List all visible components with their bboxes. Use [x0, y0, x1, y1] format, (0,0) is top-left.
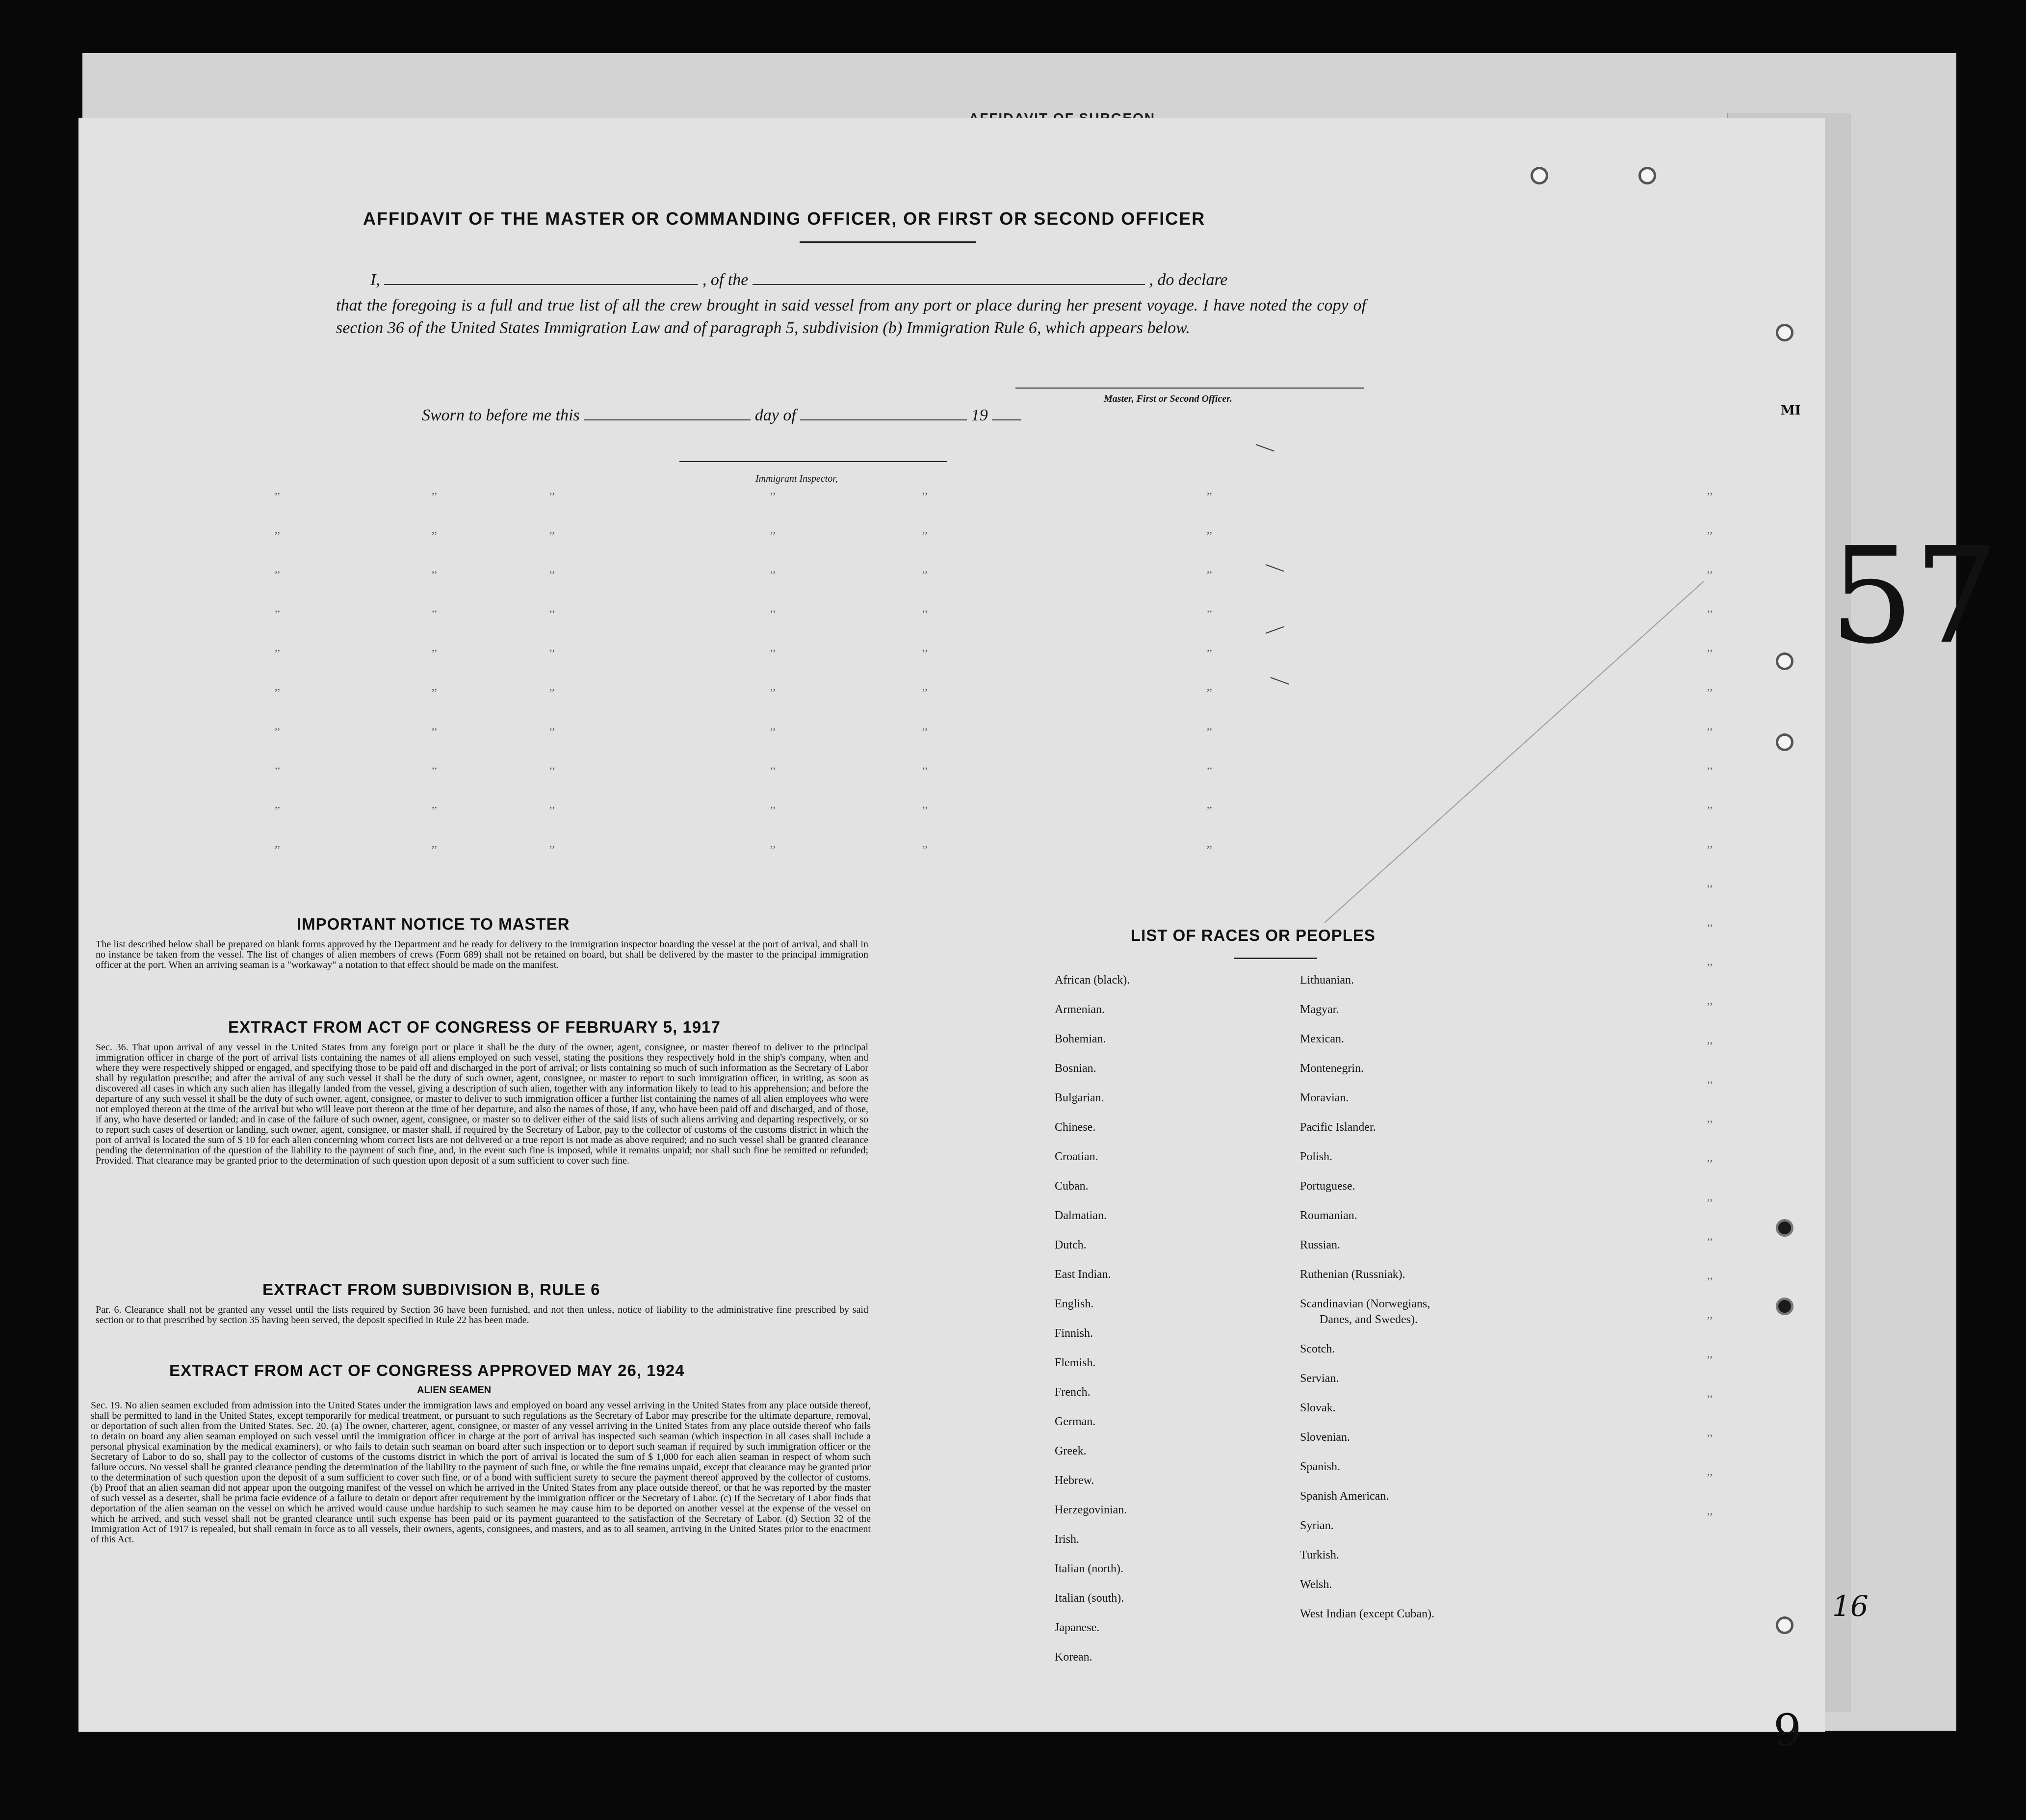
extract-1917-title: EXTRACT FROM ACT OF CONGRESS OF FEBRUARY 5, 1917	[228, 1018, 721, 1036]
i-label: I,	[370, 271, 380, 289]
sworn-year: 19	[971, 406, 988, 424]
race-item: Italian (south).	[1055, 1592, 1124, 1605]
ditto-column: ,, ,, ,, ,, ,, ,, ,, ,, ,, ,,	[770, 484, 776, 850]
sworn-month-blank	[800, 411, 967, 420]
vessel-blank	[753, 275, 1145, 285]
declaration-line	[370, 271, 1228, 289]
race-item: Scandinavian (Norwegians,	[1300, 1298, 1430, 1310]
name-blank	[384, 275, 698, 285]
of-the-label: , of the	[702, 271, 749, 289]
race-item: German.	[1055, 1415, 1096, 1428]
sworn-line	[422, 406, 1021, 425]
punch-hole	[1776, 1219, 1793, 1237]
race-item: Bohemian.	[1055, 1033, 1106, 1045]
tick-mark	[1266, 564, 1284, 572]
race-item: English.	[1055, 1298, 1094, 1310]
race-item: Pacific Islander.	[1300, 1121, 1376, 1134]
race-item: Italian (north).	[1055, 1562, 1123, 1575]
ditto-column: ,, ,, ,, ,, ,, ,, ,, ,, ,, ,,	[1207, 484, 1212, 850]
sworn-year-blank	[992, 411, 1021, 420]
race-item: Spanish.	[1300, 1460, 1341, 1473]
punch-hole	[1638, 167, 1656, 184]
race-item: Montenegrin.	[1300, 1062, 1364, 1075]
race-item: Polish.	[1300, 1150, 1333, 1163]
race-item: Scotch.	[1300, 1343, 1335, 1355]
race-item: West Indian (except Cuban).	[1300, 1608, 1434, 1620]
race-item: Dalmatian.	[1055, 1209, 1107, 1222]
race-item: Armenian.	[1055, 1003, 1105, 1016]
signature-line	[1015, 388, 1364, 389]
race-item: Portuguese.	[1300, 1180, 1355, 1193]
race-item: Spanish American.	[1300, 1490, 1389, 1503]
inspector-label: Immigrant Inspector,	[755, 473, 838, 484]
race-item: Welsh.	[1300, 1578, 1332, 1591]
signature-label: Master, First or Second Officer.	[1104, 393, 1232, 404]
punch-hole	[1776, 1616, 1793, 1634]
notice-body: The list described below shall be prepared on blank forms approved by the Department and be ready for delivery to the immigration inspector boarding the vessel at the port of arrival, and shall in no instance be taken from the vessel. The list of changes of alien members of crews (Form 689) shall not be retained on board, but shall be delivered by the master to the principal immigration officer at the port. When an arriving seaman is a "workaway" a notation to that effect should be made on the manifest.	[96, 939, 868, 970]
punch-hole	[1776, 733, 1793, 751]
race-item: Chinese.	[1055, 1121, 1096, 1134]
punch-hole	[1776, 1298, 1793, 1315]
extract-1924-body: Sec. 19. No alien seamen excluded from admission into the United States under the immigration laws and employed on board any vessel arriving in the United States from any place outside thereof, shall be permitted to land in the United States, except temporarily for medical treatment, or pursuant to such regulations as the Secretary of Labor may prescribe for the ultimate departure, removal, or deportation of such alien from the United States. Sec. 20. (a) The owner, charterer, agent, consignee, or master of any vessel arriving in the United States from any place outside thereof who fails to detain on board any alien seaman employed on such vessel until the immigration officer in charge at the port of arrival has inspected such seaman (which inspection in all cases shall include a personal physical examination by the medical examiners), or who fails to detain such seaman on board after such inspection or to deport such seaman if required by such immigration officer or the Secretary of Labor to do so, shall pay to the collector of customs of the customs district in which the port of arrival is located the sum of $ 1,000 for each alien seaman in respect of whom such failure occurs. No vessel shall be granted clearance pending the determination of the liability to the payment of such fine, or while the fine remains unpaid, except that clearance may be granted prior to the determination of such question upon the deposit of a sum sufficient to cover such fine, or of a bond with sufficient surety to secure the payment thereof approved by the collector of customs. (b) Proof that an alien seaman did not appear upon the outgoing manifest of the vessel on which he arrived in the United States from any place outside thereof, or that he was reported by the master of such vessel as a deserter, shall be prima facie evidence of a failure to detain or deport after requirement by the immigration officer or the Secretary of Labor. (c) If the Secretary of Labor finds that deportation of the alien seaman on the vessel on which he arrived would cause undue hardship to such seamen he may cause him to be deported on another vessel at the expense of the vessel on which he arrived, and such vessel shall not be granted clearance until such expense has been paid or its payment guaranteed to the satisfaction of the Secretary of Labor. (d) Section 32 of the Immigration Act of 1917 is repealed, but shall remain in force as to all vessels, their owners, agents, consignees, and masters, and as to all seamen, arriving in the United States prior to the enactment of this Act.	[91, 1400, 871, 1545]
race-item: Bosnian.	[1055, 1062, 1096, 1075]
extract-1924-subtitle: ALIEN SEAMEN	[417, 1385, 492, 1396]
race-item: East Indian.	[1055, 1268, 1111, 1281]
ditto-column: ,, ,, ,, ,, ,, ,, ,, ,, ,, ,,	[432, 484, 437, 850]
race-item: Mexican.	[1300, 1033, 1344, 1045]
document-sheet	[78, 118, 1825, 1732]
race-item: Croatian.	[1055, 1150, 1098, 1163]
tick-mark	[1266, 626, 1284, 634]
race-item: Irish.	[1055, 1533, 1079, 1546]
race-item: French.	[1055, 1386, 1091, 1399]
race-item: Japanese.	[1055, 1621, 1100, 1634]
extract-1924-title: EXTRACT FROM ACT OF CONGRESS APPROVED MAY 26, 1924	[169, 1361, 685, 1379]
race-item: Finnish.	[1055, 1327, 1093, 1340]
races-left-column	[1055, 974, 1130, 1680]
ditto-column: ,, ,, ,, ,, ,, ,, ,, ,, ,, ,,	[549, 484, 555, 850]
punch-hole	[1776, 324, 1793, 341]
extract-rule6-body: Par. 6. Clearance shall not be granted any vessel until the lists required by Section 36 have been furnished, and not then unless, notice of liability to the administrative fine prescribed by said section or to that prescribed by section 35 having been served, the deposit specified in Rule 22 has been made.	[96, 1304, 868, 1326]
do-declare-label: , do declare	[1149, 271, 1228, 289]
race-item: Danes, and Swedes).	[1320, 1313, 1418, 1326]
race-item: African (black).	[1055, 974, 1130, 987]
race-item: Greek.	[1055, 1445, 1087, 1457]
tick-mark	[1256, 444, 1274, 452]
declaration-text: that the foregoing is a full and true list of all the crew brought in said vessel from any port or place during her present voyage. I have noted the copy of section 36 of the United States Immigration Law and of paragraph 5, subdivision (b) Immigration Rule 6, which appears below.	[336, 296, 1366, 337]
races-right-column	[1300, 974, 1434, 1637]
sworn-prefix: Sworn to before me this	[422, 406, 580, 424]
ditto-column: ,, ,, ,, ,, ,, ,, ,, ,, ,, ,, ,, ,, ,, ,, ,, ,, ,, ,, ,, ,, ,, ,, ,, ,, ,, ,, ,,	[1707, 484, 1713, 1517]
margin-stamp: MI	[1781, 403, 1801, 418]
notice-title: IMPORTANT NOTICE TO MASTER	[297, 915, 570, 933]
race-item: Roumanian.	[1300, 1209, 1357, 1222]
race-item: Ruthenian (Russniak).	[1300, 1268, 1405, 1281]
title-rule	[800, 241, 976, 243]
ditto-column: ,, ,, ,, ,, ,, ,, ,, ,, ,, ,,	[922, 484, 928, 850]
margin-handwritten-number: 57	[1830, 519, 1999, 673]
race-item: Servian.	[1300, 1372, 1339, 1385]
race-item: Herzegovinian.	[1055, 1504, 1127, 1516]
race-item: Turkish.	[1300, 1549, 1339, 1561]
inspector-signature-line	[679, 461, 947, 462]
corner-mark: 9	[1773, 1705, 1802, 1756]
race-item: Hebrew.	[1055, 1474, 1094, 1487]
race-item: Cuban.	[1055, 1180, 1089, 1193]
race-item: Korean.	[1055, 1651, 1092, 1664]
race-item: Russian.	[1300, 1239, 1341, 1251]
race-item: Lithuanian.	[1300, 974, 1354, 987]
races-title: LIST OF RACES OR PEOPLES	[1131, 926, 1376, 944]
race-item: Moravian.	[1300, 1092, 1349, 1104]
punch-hole	[1776, 652, 1793, 670]
sworn-day-label: day of	[754, 406, 796, 424]
fold-crease	[1324, 581, 1704, 923]
ditto-column: ,, ,, ,, ,, ,, ,, ,, ,, ,, ,,	[275, 484, 280, 850]
race-item: Bulgarian.	[1055, 1092, 1104, 1104]
race-item: Syrian.	[1300, 1519, 1334, 1532]
extract-1917-body: Sec. 36. That upon arrival of any vessel in the United States from any foreign port or place it shall be the duty of the owner, agent, consignee, or master thereof to deliver to the principal immigration officer in charge of the port of arrival lists containing the names of all aliens employed on such vessel, stating the positions they respectively hold in the ship's company, when and where they were respectively shipped or engaged, and specifying those to be paid off and discharged in the port of arrival; or lists containing so much of such information as the Secretary of Labor shall by regulation prescribe; and after the arrival of any such vessel it shall be the duty of such owner, agent, consignee, or master to report to such immigration officer, in writing, as soon as discovered all cases in which any such alien has illegally landed from the vessel, giving a description of such alien, together with any information likely to lead to his apprehension; and before the departure of any such vessel it shall be the duty of such owner, agent, consignee, or master to deliver to such immigration officer a further list containing the names of all alien employees who were not employed thereon at the time of the arrival but who will leave port thereon at the time of her departure, and also the names of those, if any, who have been paid off and discharged, and of those, if any, who have deserted or landed; and in case of the failure of such owner, agent, consignee, or master so to deliver either of the said lists of such aliens arriving and departing respectively, or so to report such cases of desertion or landing, such owner, agent, consignee, or master shall, if required by the Secretary of Labor, pay to the collector of customs of the customs district in which the port of arrival is located the sum of $ 10 for each alien concerning whom correct lists are not delivered or a true report is not made as above required; and no such vessel shall be granted clearance pending the determination of the question of the liability to the payment of such fine, and, in the event such fine is imposed, while it remains unpaid; nor shall such fine be remitted or refunded; Provided. That clearance may be granted prior to the determination of such question upon deposit of a sum sufficient to cover such fine.	[96, 1042, 868, 1166]
affidavit-title: AFFIDAVIT OF THE MASTER OR COMMANDING OFFICER, OR FIRST OR SECOND OFFICER	[363, 208, 1206, 229]
margin-bottom-number: 16	[1832, 1589, 1869, 1623]
race-item: Magyar.	[1300, 1003, 1339, 1016]
race-item: Flemish.	[1055, 1356, 1096, 1369]
sworn-day-blank	[584, 411, 751, 420]
race-item: Slovak.	[1300, 1402, 1336, 1414]
punch-hole	[1531, 167, 1548, 184]
tick-mark	[1271, 677, 1289, 685]
extract-rule6-title: EXTRACT FROM SUBDIVISION B, RULE 6	[262, 1280, 600, 1299]
race-item: Dutch.	[1055, 1239, 1087, 1251]
races-title-rule	[1234, 958, 1317, 959]
race-item: Slovenian.	[1300, 1431, 1350, 1444]
